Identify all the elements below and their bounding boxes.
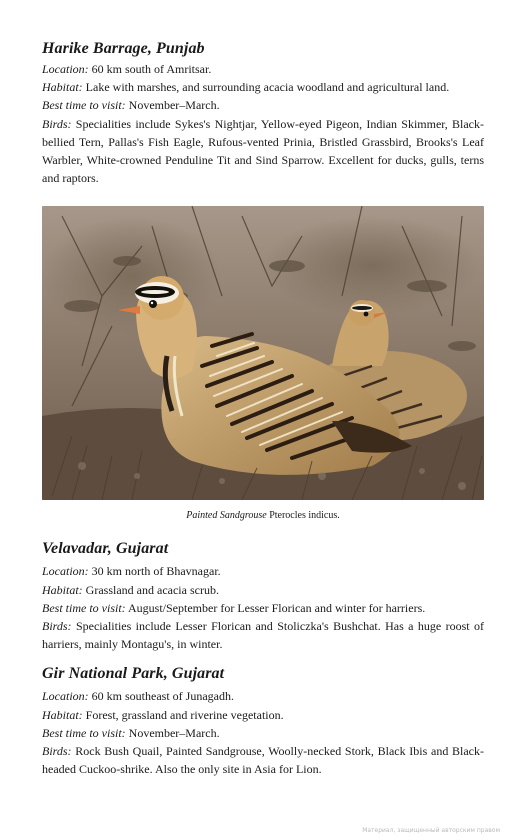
site-birds: Birds: Specialities include Lesser Florican and Stoliczka's Bushchat. Has a huge roost of harriers, mainly Montagu's, in winter. [42, 619, 485, 652]
site-birds: Birds: Specialities include Sykes's Nightjar, Yellow-eyed Pigeon, Indian Skimmer, Black-bellied Tern, Pallas's Fish Eagle, Rufous-vented Prinia, Bristled Grassbird, Brooks's Leaf Warbler, White-crowned Penduline Tit and Sind Sparrow. Excellent for ducks, gulls, terns and raptors. [42, 116, 484, 186]
site-location: Location: 30 km north of Bhavnagar. [42, 564, 221, 579]
sandgrouse-photo [42, 206, 484, 500]
site-habitat: Habitat: Grassland and acacia scrub. [42, 582, 219, 597]
page-content [42, 40, 484, 778]
site-title: Velavadar, Gujarat [42, 540, 169, 558]
site-birds: Birds: Rock Bush Quail, Painted Sandgrouse, Woolly-necked Stork, Black Ibis and Black-headed Cuckoo-shrike. Also the only site in Asia for Lion. [42, 744, 485, 777]
figure-caption: Painted Sandgrouse Pterocles indicus. [186, 510, 340, 522]
site-best-time: Best time to visit: November–March. [42, 98, 220, 113]
site-location: Location: 60 km south of Amritsar. [42, 62, 212, 76]
site-gir [42, 665, 484, 778]
site-title: Gir National Park, Gujarat [42, 665, 225, 683]
site-title: Harike Barrage, Punjab [42, 40, 205, 57]
copyright-watermark: Материал, защищенный авторским правом [362, 827, 500, 834]
site-habitat: Habitat: Forest, grassland and riverine vegetation. [42, 707, 284, 722]
site-best-time: Best time to visit: August/September for Lesser Florican and winter for harriers. [42, 600, 426, 615]
site-location: Location: 60 km southeast of Junagadh. [42, 689, 234, 704]
site-harike [42, 40, 484, 187]
site-best-time: Best time to visit: November–March. [42, 725, 220, 740]
site-habitat: Habitat: Lake with marshes, and surrounding acacia woodland and agricultural land. [42, 80, 450, 95]
site-velavadar [42, 540, 484, 653]
sandgrouse-figure [42, 206, 484, 522]
